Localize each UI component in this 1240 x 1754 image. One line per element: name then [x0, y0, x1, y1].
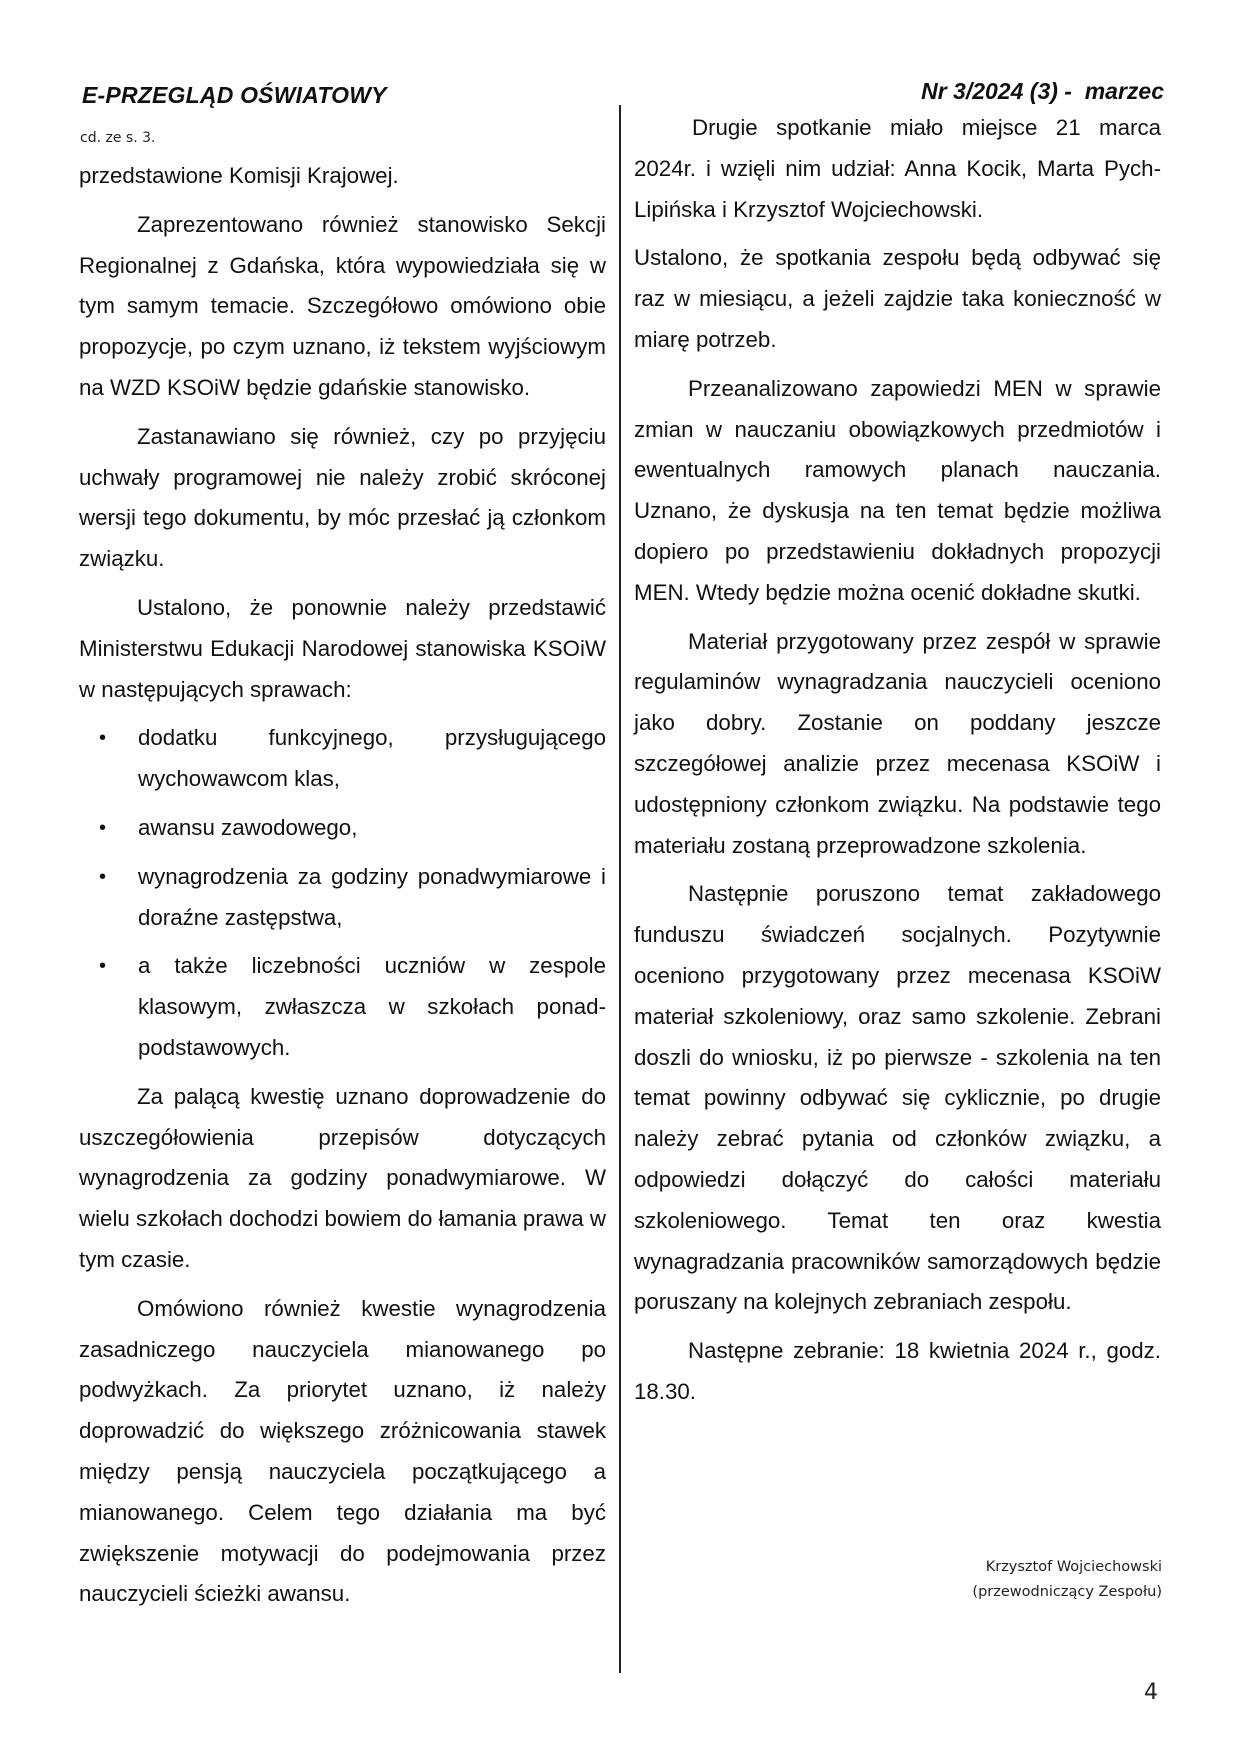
bullet-icon: •: [99, 955, 107, 978]
paragraph: Przeanalizowano zapowiedzi MEN w sprawie zmian w nauczaniu obowiązkowych przedmiotów i ewentualnych ramowych planach nauczania. Uznano, że dyskusja na ten temat będzie możliwa dopiero po przedstawieniu dokładnych propozycji MEN. Wtedy będzie można ocenić dokładne skutki.: [634, 375, 1161, 605]
paragraph: Za palącą kwestię uznano doprowadzenie do uszczegółowienia przepisów dotyczących wynagrodzenia za godziny ponadwymiarowe. W wielu szkołach dochodzi bowiem do łamania prawa w tym czasie.: [79, 1083, 606, 1272]
column-divider: [619, 105, 621, 1673]
list-item: [79, 857, 606, 939]
signature-block: [972, 1555, 1162, 1605]
paragraph: Następnie poruszono temat zakładowego funduszu świadczeń socjalnych. Pozytywnie oceniono przygotowany przez mecenasa KSOiW materiał szkoleniowy, oraz samo szkolenie. Zebrani doszli do wniosku, iż po pierwsze - szkolenia na ten temat powinny odbywać się cyklicznie, po drugie należy zebrać pytania od członków związku, a odpowiedzi dołączyć do całości materiału szkoleniowego. Temat ten oraz kwestia wynagradzania pracowników samorządowych będzie poruszany na kolejnych zebraniach zespołu.: [634, 881, 1161, 1315]
bullet-list: [79, 718, 606, 1068]
paragraph: Zaprezentowano również stanowisko Sekcji Regionalnej z Gdańska, która wypowiedziała się w tym samym temacie. Szczegółowo omówiono obie propozycje, po czym uznano, iż tekstem wyjściowym na WZD KSOiW będzie gdańskie stanowisko.: [79, 211, 606, 400]
left-column: [79, 156, 606, 1623]
page-number: 4: [1144, 1680, 1158, 1705]
paragraph: Materiał przygotowany przez zespół w sprawie regulaminów wynagradzania nauczycieli oceniono jako dobry. Zostanie on poddany jeszcze szczegółowej analizie przez mecenasa KSOiW i udostępniony członkom związku. Na podstawie tego materiału zostaną przeprowadzone szkolenia.: [634, 628, 1161, 858]
bullet-icon: •: [99, 816, 107, 839]
bullet-icon: •: [99, 865, 107, 888]
signature-name: Krzysztof Wojciechowski: [985, 1559, 1162, 1575]
list-item-text: wynagrodzenia za godziny ponadwymiarowe i doraźne zastępstwa,: [138, 863, 606, 930]
right-column: [634, 108, 1161, 1421]
paragraph: Następne zebranie: 18 kwietnia 2024 r., godz. 18.30.: [634, 1338, 1161, 1404]
issue-label: Nr 3/2024 (3) - marzec: [921, 78, 1164, 104]
paragraph: Zastanawiano się również, czy po przyjęciu uchwały programowej nie należy zrobić skróconej wersji tego dokumentu, by móc przesłać ją członkom związku.: [79, 423, 606, 572]
list-item: [79, 718, 606, 800]
list-item: [79, 808, 606, 849]
paragraph: przedstawione Komisji Krajowej.: [79, 163, 399, 188]
publication-title: E-PRZEGLĄD OŚWIATOWY: [82, 82, 387, 108]
list-item-text: awansu zawodowego,: [138, 814, 358, 840]
bullet-icon: •: [99, 727, 107, 750]
signature-role: (przewodniczący Zespołu): [972, 1584, 1162, 1600]
list-item-text: dodatku funkcyjnego, przysługującego wychowawcom klas,: [138, 725, 606, 792]
list-item: [79, 946, 606, 1068]
list-item-text: a także liczebności uczniów w zespole klasowym, zwłaszcza w szkołach ponadpodstawowych.: [138, 953, 606, 1060]
paragraph: Ustalono, że spotkania zespołu będą odbywać się raz w miesiącu, a jeżeli zajdzie taka konieczność w miarę potrzeb.: [634, 245, 1161, 352]
paragraph: Ustalono, że ponownie należy przedstawić Ministerstwu Edukacji Narodowej stanowiska KSOiW w następujących sprawach:: [79, 594, 606, 702]
continuation-note: cd. ze s. 3.: [80, 130, 156, 146]
paragraph: Omówiono również kwestie wynagrodzenia zasadniczego nauczyciela mianowanego po podwyżkach. Za priorytet uznano, iż należy doprowadzić do większego zróżnicowania stawek między pensją nauczyciela początkującego a mianowanego. Celem tego działania ma być zwiększenie motywacji do podejmowania przez nauczycieli ścieżki awansu.: [79, 1295, 606, 1607]
paragraph: Drugie spotkanie miało miejsce 21 marca 2024r. i wzięli nim udział: Anna Kocik, Marta Pych-Lipińska i Krzysztof Wojciechowski.: [634, 115, 1161, 222]
